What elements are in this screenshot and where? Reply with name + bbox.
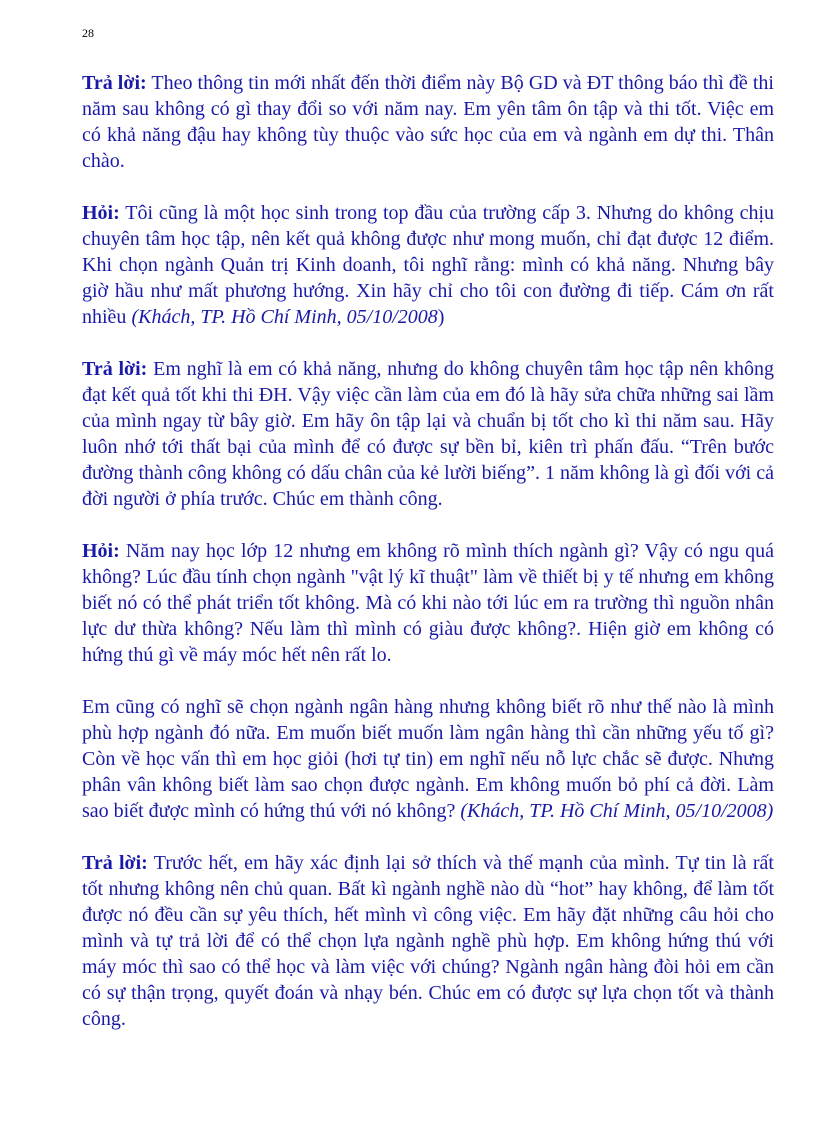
page-number: 28 [82, 26, 94, 40]
answer-label: Trả lời: [82, 358, 148, 380]
question-paragraph [82, 538, 774, 668]
question-source: (Khách, TP. Hồ Chí Minh, 05/10/2008 [131, 306, 438, 328]
paragraph-text: Trước hết, em hãy xác định lại sở thích và thế mạnh của mình. Tự tin là rất tốt nhưng không nên chủ quan. Bất kì ngành nghề nào dù “hot” hay không, để làm tốt được nó đều cần sự yêu thích, hết mình vì công việc. Em hãy đặt những câu hỏi cho mình và tự trả lời để có thể chọn lựa ngành nghề phù hợp. Em không hứng thú với máy móc thì sao có thể học và làm việc với chúng? Ngành ngân hàng đòi hỏi em cần có sự thận trọng, quyết đoán và nhạy bén. Chúc em có được sự lựa chọn tốt và thành công. [82, 852, 774, 1030]
question-paragraph [82, 200, 774, 330]
answer-label: Trả lời: [82, 72, 147, 94]
document-body [82, 70, 774, 1032]
answer-paragraph [82, 356, 774, 512]
paragraph-text: Em nghĩ là em có khả năng, nhưng do không chuyên tâm học tập nên không đạt kết quả tốt khi thi ĐH. Vậy việc cần làm của em đó là hãy sửa chữa những sai lầm của mình ngay từ bây giờ. Em hãy ôn tập lại và chuẩn bị tốt cho kì thi năm sau. Hãy luôn nhớ tới thất bại của mình để có được sự bền bỉ, kiên trì phấn đấu. “Trên bước đường thành công không có dấu chân của kẻ lười biếng”. 1 năm không là gì đối với cả đời người ở phía trước. Chúc em thành công. [82, 358, 774, 510]
answer-paragraph [82, 70, 774, 174]
paragraph-text: Em cũng có nghĩ sẽ chọn ngành ngân hàng nhưng không biết rõ như thế nào là mình phù hợp ngành đó nữa. Em muốn biết muốn làm ngân hàng thì cần những yếu tố gì? Còn về học vấn thì em học giỏi (hơi tự tin) em nghĩ nếu nỗ lực chắc sẽ được. Nhưng phân vân không biết làm sao chọn được ngành. Em không muốn bỏ phí cả đời. Làm sao biết được mình có hứng thú với nó không? [82, 696, 774, 822]
paragraph-text: Năm nay học lớp 12 nhưng em không rõ mình thích ngành gì? Vậy có ngu quá không? Lúc đầu tính chọn ngành "vật lý kĩ thuật" làm về thiết bị y tế nhưng em không biết nó có thể phát triển tốt không. Mà có khi nào tới lúc em ra trường thì nguồn nhân lực dư thừa không? Nếu làm thì mình có giàu được không?. Hiện giờ em không có hứng thú gì về máy móc hết nên rất lo. [82, 540, 774, 666]
answer-label: Trả lời: [82, 852, 148, 874]
question-label: Hỏi: [82, 202, 120, 224]
paragraph-text: Theo thông tin mới nhất đến thời điểm này Bộ GD và ĐT thông báo thì đề thi năm sau không có gì thay đổi so với năm nay. Em yên tâm ôn tập và thi tốt. Việc em có khả năng đậu hay không tùy thuộc vào sức học của em và ngành em dự thi. Thân chào. [82, 72, 774, 172]
answer-paragraph [82, 850, 774, 1032]
question-label: Hỏi: [82, 540, 120, 562]
paragraph-text: Tôi cũng là một học sinh trong top đầu của trường cấp 3. Nhưng do không chịu chuyên tâm học tập, nên kết quả không được như mong muốn, chỉ đạt được 12 điểm. Khi chọn ngành Quản trị Kinh doanh, tôi nghĩ rằng: mình có khả năng. Nhưng bây giờ hầu như mất phương hướng. Xin hãy chỉ cho tôi con đường đi tiếp. Cám ơn rất nhiều [82, 202, 774, 328]
question-continuation-paragraph [82, 694, 774, 824]
source-tail: ) [437, 306, 445, 328]
question-source: (Khách, TP. Hồ Chí Minh, 05/10/2008) [460, 800, 774, 822]
